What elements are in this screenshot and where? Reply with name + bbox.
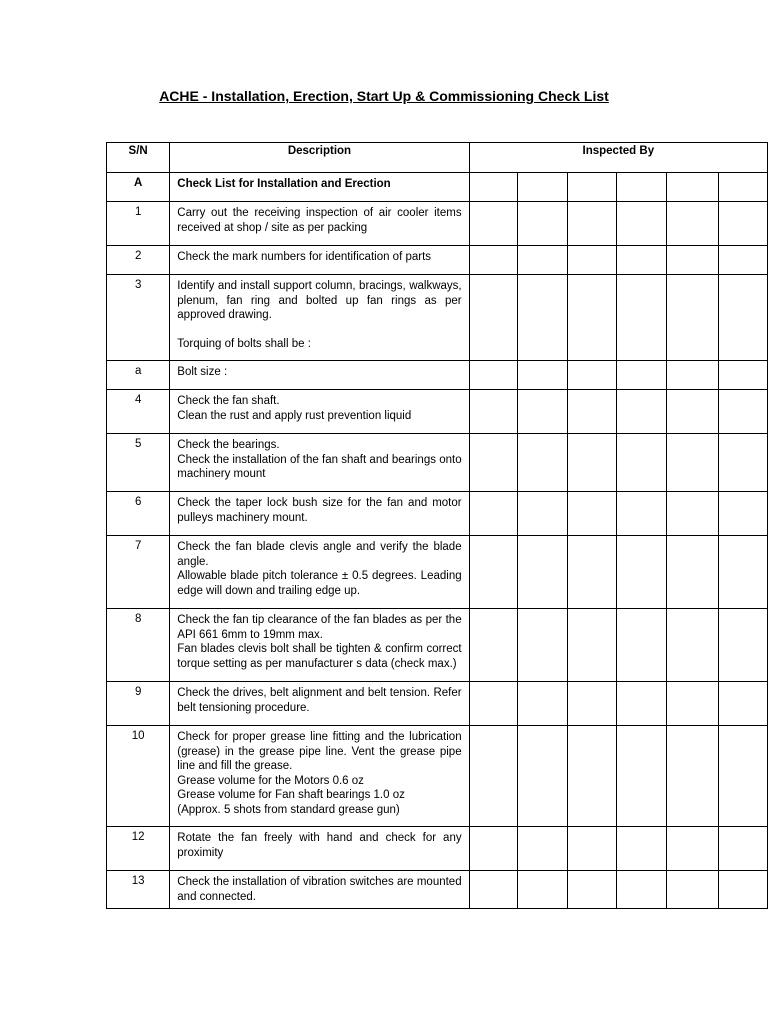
- inspection-cell[interactable]: [719, 827, 768, 871]
- inspection-cell[interactable]: [617, 536, 667, 609]
- inspection-cell[interactable]: [666, 275, 718, 361]
- inspection-cell[interactable]: [666, 609, 718, 682]
- table-row: [107, 361, 768, 390]
- inspection-cell[interactable]: [518, 827, 568, 871]
- header-row: [107, 143, 768, 173]
- description-text: Check the taper lock bush size for the fan and motor pulleys machinery mount.: [177, 497, 462, 524]
- row-sn: 4: [107, 390, 170, 434]
- inspection-cell[interactable]: [518, 871, 568, 909]
- inspection-cell[interactable]: [567, 173, 617, 202]
- inspection-cell[interactable]: [666, 827, 718, 871]
- inspection-cell[interactable]: [518, 609, 568, 682]
- inspection-cell[interactable]: [469, 361, 518, 390]
- inspection-cell[interactable]: [719, 202, 768, 246]
- inspection-cell[interactable]: [617, 275, 667, 361]
- inspection-cell[interactable]: [518, 726, 568, 827]
- inspection-cell[interactable]: [567, 726, 617, 827]
- description-text: Torquing of bolts shall be :: [177, 337, 311, 350]
- inspected-by-header: Inspected By: [469, 143, 767, 173]
- inspection-cell[interactable]: [567, 202, 617, 246]
- table-row: [107, 390, 768, 434]
- inspection-cell[interactable]: [567, 682, 617, 726]
- description-text: Check the fan tip clearance of the fan blades as per the API 661 6mm to 19mm max. Fan blades clevis bolt shall be tighten & confirm correct torque setting as per manufacturer s data (check max.): [177, 614, 462, 670]
- inspection-cell[interactable]: [469, 390, 518, 434]
- table-row: [107, 536, 768, 609]
- row-description: [170, 434, 469, 492]
- row-description: [170, 202, 469, 246]
- inspection-cell[interactable]: [719, 871, 768, 909]
- inspection-cell[interactable]: [469, 173, 518, 202]
- inspection-cell[interactable]: [469, 246, 518, 275]
- row-sn: 5: [107, 434, 170, 492]
- inspection-cell[interactable]: [666, 361, 718, 390]
- inspection-cell[interactable]: [567, 434, 617, 492]
- description-text: Check the mark numbers for identification of parts: [177, 251, 432, 263]
- table-row: [107, 827, 768, 871]
- description-text: Check the bearings. Check the installation of the fan shaft and bearings onto machinery mount: [177, 439, 462, 480]
- sn-header: S/N: [107, 143, 170, 173]
- inspection-cell[interactable]: [666, 492, 718, 536]
- row-description: [170, 726, 469, 827]
- inspection-cell[interactable]: [719, 434, 768, 492]
- inspection-cell[interactable]: [567, 536, 617, 609]
- section-sn: A: [107, 173, 170, 202]
- inspection-cell[interactable]: [719, 275, 768, 361]
- description-header: Description: [170, 143, 469, 173]
- table-row: [107, 609, 768, 682]
- table-row: [107, 492, 768, 536]
- inspection-cell[interactable]: [469, 682, 518, 726]
- row-sn: 2: [107, 246, 170, 275]
- table-row: [107, 434, 768, 492]
- inspection-cell[interactable]: [469, 536, 518, 609]
- row-sn: 6: [107, 492, 170, 536]
- inspection-cell[interactable]: [567, 246, 617, 275]
- row-sn: 10: [107, 726, 170, 827]
- row-description: [170, 492, 469, 536]
- row-sn: 9: [107, 682, 170, 726]
- inspection-cell[interactable]: [469, 275, 518, 361]
- inspection-cell[interactable]: [666, 390, 718, 434]
- page-title: ACHE - Installation, Erection, Start Up & Commissioning Check List: [159, 88, 609, 104]
- inspection-cell[interactable]: [469, 492, 518, 536]
- inspection-cell[interactable]: [469, 434, 518, 492]
- inspection-cell[interactable]: [617, 361, 667, 390]
- inspection-cell[interactable]: [666, 434, 718, 492]
- inspection-cell[interactable]: [719, 726, 768, 827]
- inspection-cell[interactable]: [518, 492, 568, 536]
- inspection-cell[interactable]: [666, 202, 718, 246]
- inspection-cell[interactable]: [518, 434, 568, 492]
- table-row: [107, 246, 768, 275]
- row-sn: 3: [107, 275, 170, 361]
- table-row: [107, 275, 768, 361]
- description-text: Identify and install support column, bracings, walkways, plenum, fan ring and bolted up fan rings as per approved drawing.: [177, 280, 462, 321]
- description-text: Check the installation of vibration switches are mounted and connected.: [177, 876, 462, 903]
- table-row: [107, 682, 768, 726]
- row-description: [170, 536, 469, 609]
- table-row: [107, 871, 768, 909]
- row-description: [170, 390, 469, 434]
- inspection-cell[interactable]: [719, 390, 768, 434]
- inspection-cell[interactable]: [469, 726, 518, 827]
- inspection-cell[interactable]: [617, 492, 667, 536]
- description-text: Bolt size :: [177, 366, 228, 378]
- inspection-cell[interactable]: [567, 827, 617, 871]
- inspection-cell[interactable]: [469, 827, 518, 871]
- inspection-cell[interactable]: [617, 726, 667, 827]
- row-sn: 13: [107, 871, 170, 909]
- inspection-cell[interactable]: [617, 609, 667, 682]
- row-sn: 12: [107, 827, 170, 871]
- row-description: [170, 827, 469, 871]
- row-sn: 7: [107, 536, 170, 609]
- inspection-cell[interactable]: [518, 682, 568, 726]
- inspection-cell[interactable]: [617, 827, 667, 871]
- inspection-cell[interactable]: [719, 361, 768, 390]
- inspection-cell[interactable]: [518, 275, 568, 361]
- inspection-cell[interactable]: [567, 492, 617, 536]
- inspection-cell[interactable]: [617, 246, 667, 275]
- section-row: [107, 173, 768, 202]
- inspection-cell[interactable]: [719, 682, 768, 726]
- inspection-cell[interactable]: [518, 390, 568, 434]
- section-description: Check List for Installation and Erection: [170, 173, 469, 202]
- inspection-cell[interactable]: [469, 609, 518, 682]
- checklist-table: [106, 142, 768, 909]
- inspection-cell[interactable]: [518, 361, 568, 390]
- inspection-cell[interactable]: [518, 536, 568, 609]
- inspection-cell[interactable]: [719, 492, 768, 536]
- inspection-cell[interactable]: [666, 726, 718, 827]
- inspection-cell[interactable]: [469, 871, 518, 909]
- inspection-cell[interactable]: [666, 536, 718, 609]
- row-description: [170, 871, 469, 909]
- row-description: [170, 609, 469, 682]
- inspection-cell[interactable]: [518, 246, 568, 275]
- inspection-cell[interactable]: [567, 275, 617, 361]
- row-sn: 1: [107, 202, 170, 246]
- inspection-cell[interactable]: [719, 246, 768, 275]
- inspection-cell[interactable]: [666, 871, 718, 909]
- inspection-cell[interactable]: [666, 173, 718, 202]
- inspection-cell[interactable]: [567, 361, 617, 390]
- inspection-cell[interactable]: [617, 871, 667, 909]
- description-text: Check the fan blade clevis angle and verify the blade angle. Allowable blade pitch tolerance ± 0.5 degrees. Leading edge will down and trailing edge up.: [177, 541, 462, 597]
- inspection-cell[interactable]: [719, 173, 768, 202]
- inspection-cell[interactable]: [666, 682, 718, 726]
- row-sn: a: [107, 361, 170, 390]
- description-text: Carry out the receiving inspection of air cooler items received at shop / site as per packing: [177, 207, 462, 234]
- inspection-cell[interactable]: [567, 390, 617, 434]
- row-description: [170, 361, 469, 390]
- row-sn: 8: [107, 609, 170, 682]
- inspection-cell[interactable]: [719, 536, 768, 609]
- description-text: Rotate the fan freely with hand and check for any proximity: [177, 832, 462, 859]
- table-row: [107, 202, 768, 246]
- inspection-cell[interactable]: [617, 390, 667, 434]
- row-description: [170, 682, 469, 726]
- inspection-cell[interactable]: [666, 246, 718, 275]
- description-text: Check the fan shaft. Clean the rust and apply rust prevention liquid: [177, 395, 412, 422]
- inspection-cell[interactable]: [617, 434, 667, 492]
- inspection-cell[interactable]: [567, 871, 617, 909]
- inspection-cell[interactable]: [469, 202, 518, 246]
- description-text: Check the drives, belt alignment and belt tension. Refer belt tensioning procedure.: [177, 687, 462, 714]
- inspection-cell[interactable]: [617, 682, 667, 726]
- inspection-cell[interactable]: [719, 609, 768, 682]
- inspection-cell[interactable]: [567, 609, 617, 682]
- inspection-cell[interactable]: [518, 202, 568, 246]
- row-description: [170, 275, 469, 361]
- description-text: Check for proper grease line fitting and the lubrication (grease) in the grease pipe line. Vent the grease pipe line and fill the grease. Grease volume for the Motors 0.6 oz Grease volume for Fan shaft bearings 1.0 oz (Approx. 5 shots from standard grease gun): [177, 731, 462, 816]
- inspection-cell[interactable]: [617, 173, 667, 202]
- row-description: [170, 246, 469, 275]
- table-row: [107, 726, 768, 827]
- inspection-cell[interactable]: [518, 173, 568, 202]
- inspection-cell[interactable]: [617, 202, 667, 246]
